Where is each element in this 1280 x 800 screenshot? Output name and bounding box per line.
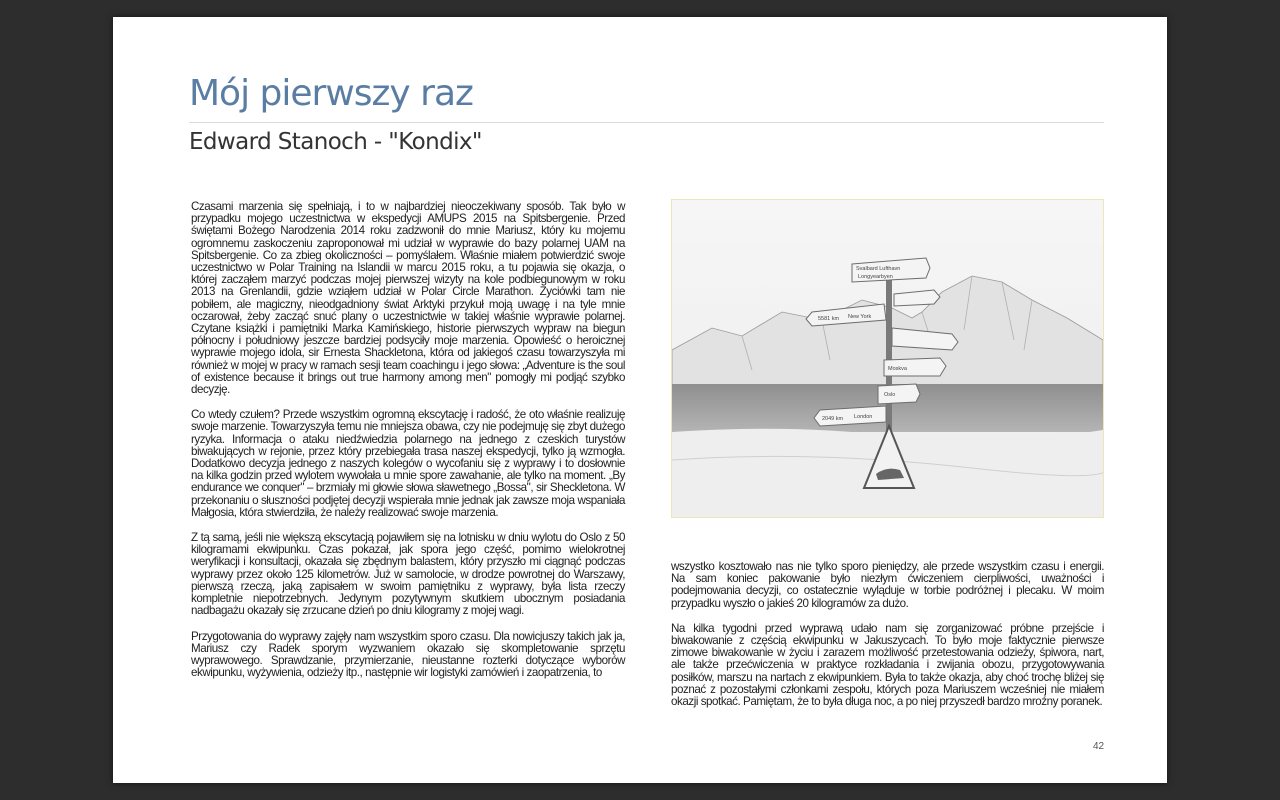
sign-label: 2049 km [822,416,844,422]
article-title: Mój pierwszy raz [189,73,473,114]
paragraph: Z tą samą, jeśli nie większą ekscytacją pojawiłem się na lotnisku w dniu wylotu do Oslo z 50 kilogramami ekwipunku. Czas pokazał, jak spora jego część, pomimo wielokrotnej weryfikacji i konsultacji, okazała się zbędnym balastem, który przyszło mi ciągnąć podczas wyprawy przez około 125 kilometrów. Już w samolocie, w drodze powrotnej do Warszawy, pierwszą rzeczą, jaką zapisałem w swoim pamiętniku z wyprawy, była lista rzeczy kompletnie niepotrzebnych. Jedynym pozytywnym skutkiem ubocznym posiadania nadbagażu okazały się zrzucane dzień po dniu kilogramy z mojej wagi. [191,531,625,618]
sign-label: Oslo [884,392,896,398]
signpost-drawing [671,199,1104,518]
right-text-column [671,561,1104,721]
sign-label: 5581 km [818,316,840,322]
sign-label: Moskva [888,366,907,372]
sign-label: Svalbard Lufthavn [856,266,901,272]
page-number: 42 [1093,741,1105,752]
sign [884,358,946,376]
paragraph: wszystko kosztowało nas nie tylko sporo pieniędzy, ale przede wszystkim czasu i energii. Na sam koniec pakowanie było niezłym ćwiczeniem cierpliwości, uważności i podejmowania decyzji, co ostatecznie wyląduje w torbie podróżnej i plecaku. W moim przypadku wyszło o jakieś 20 kilogramów za dużo. [671,560,1104,610]
sign-label: New York [848,314,872,320]
signpost-illustration [672,200,1103,517]
paragraph: Co wtedy czułem? Przede wszystkim ogromną ekscytację i radość, że oto właśnie realizuję swoje marzenie. Towarzyszyła temu nie mniejsza obawa, czy nie podejmuję się zbyt dużego ryzyka. Informacja o ataku niedźwiedzia polarnego na jednego z czeskich turystów biwakujących w rejonie, przez który przebiegała trasa naszej ekspedycji, tylko ją wzmogła. Dodatkowo decyzja jednego z naszych kolegów o wycofaniu się z wyprawy i to dosłownie na kilka godzin przed wylotem wywołała u mnie spore zawahanie, ale tylko na moment. „By endurance we conquer" – brzmiały mi głowie słowa sławetnego „Bossa", sir Sheckletona. W przekonaniu o słuszności podjętej decyzji wspierała mnie jednak jak zawsze moja wspaniała Małgosia, która stwierdziła, że należy realizować swoje marzenia. [191,408,625,519]
article-author: Edward Stanoch - "Kondix" [189,129,482,155]
paragraph: Przygotowania do wyprawy zajęły nam wszystkim sporo czasu. Dla nowicjuszy takich jak ja, Mariusz czy Radek sporym wyzwaniem okazało się skompletowanie sprzętu wyprawowego. Sprawdzanie, przymierzanie, nieustanne rozterki dotyczące wyborów ekwipunku, wyżywienia, odzieży itp., następnie wir logistyki zamówień i zaopatrzenia, to [191,629,625,680]
sign-label: Longyearbyen [858,274,893,280]
paragraph: Czasami marzenia się spełniają, i to w najbardziej nieoczekiwany sposób. Tak było w przypadku mojego uczestnictwa w ekspedycji AMUPS 2015 na Spitsbergenie. Przed świętami Bożego Narodzenia 2014 roku zadzwonił do mnie Mariusz, który ku mojemu ogromnemu zaskoczeniu zaproponował mi udział w wyprawie do bazy polarnej UAM na Spitsbergenie. Co za zbieg okoliczności – pomyślałem. Właśnie miałem potwierdzić swoje uczestnictwo w Polar Training na Islandii w marcu 2015 roku, a tu pojawia się okazja, o której zacząłem marzyć podczas mojej pierwszej wizyty na kole podbiegunowym w roku 2013 na Grenlandii, gdzie wziąłem udział w Polar Circle Marathon. Życiówki tam nie pobiłem, ale magiczny, nieodgadniony świat Arktyki przykuł moją uwagę i na tyle mnie oczarował, żeby zacząć snuć plany o uczestnictwie w takiej właśnie wyprawie polarnej. Czytane książki i pamiętniki Marka Kamińskiego, historie pierwszych wypraw na biegun północny i południowy jeszcze bardziej podsyciły moje marzenia. Opowieść o heroicznej wyprawie mojego idola, sir Ernesta Shackletona, która od jakiegoś czasu towarzyszyła mi również w mojej w pracy w ramach sesji team coachingu i jego słowa: „Adventure is the soul of existence because it brings out true harmony among men" pomogły mi podjąć szybko decyzję. [191,200,625,397]
paragraph: Na kilka tygodni przed wyprawą udało nam się zorganizować próbne przejście i biwakowanie z częścią ekwipunku w Jakuszycach. To było moje faktycznie pierwsze zimowe biwakowanie w życiu i zarazem możliwość przetestowania odzieży, śpiwora, nart, ale także przećwiczenia w praktyce rozkładania i zwijania obozu, przygotowywania posiłków, marszu na nartach z ekwipunkiem. Była to także okazja, aby choć trochę bliżej się poznać z pozostałymi członkami zespołu, których poza Mariuszem wcześniej nie miałem okazji spotkać. Pamiętam, że to była długa noc, a po niej przyszedł bardzo mroźny poranek. [671,621,1104,709]
left-text-column [191,201,625,692]
document-page [113,17,1167,783]
sign-label: London [854,414,873,420]
title-divider [189,122,1104,123]
sign [878,384,920,404]
